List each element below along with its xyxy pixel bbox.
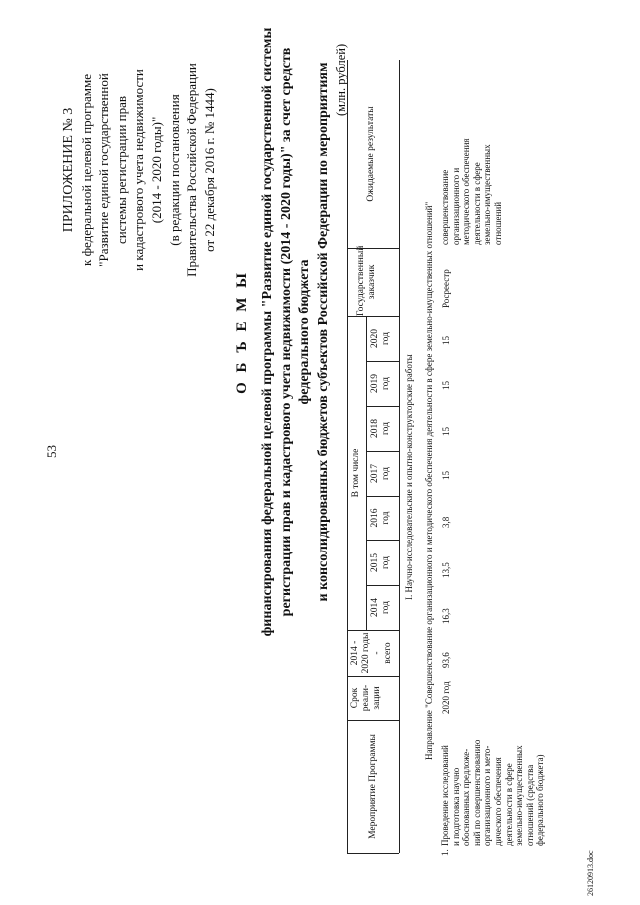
header-year-unit: год	[381, 332, 391, 345]
header-incl: В том числе	[351, 448, 361, 498]
header-year-2016	[370, 496, 392, 540]
row-number: 1.	[440, 849, 450, 856]
document-title	[234, 12, 333, 652]
row-customer: Росреестр	[441, 269, 451, 308]
measure-line: земельно-имущественных	[514, 745, 525, 846]
title-line: финансирования федеральной целевой программы "Развитие единой государственной системы	[260, 27, 275, 637]
title-line: регистрации прав и кадастрового учета недвижимости (2014 - 2020 годы)" за счет средств федерального бюджета	[278, 47, 312, 617]
result-line: отношений	[492, 201, 503, 245]
row-measure	[440, 722, 546, 846]
appendix-block	[60, 20, 218, 320]
measure-line: обоснованных предложе-	[461, 748, 472, 846]
appendix-line: (в редакции постановления	[166, 94, 182, 246]
header-year-2014	[370, 585, 392, 630]
header-customer-line: Государственный	[356, 245, 366, 316]
row-value-2018: 15	[441, 427, 451, 436]
result-line: совершенствование	[440, 169, 450, 245]
header-year: 2014	[370, 598, 380, 617]
header-year: 2018	[370, 419, 380, 438]
measure-line: дического обеспечения	[492, 757, 503, 846]
header-year-2019	[370, 361, 392, 406]
direction-heading: Направление "Совершенствование организационного и методического обеспечения деятельности в сфере земельно-имущественных отношений"	[424, 201, 434, 760]
measure-line: федерального бюджета)	[535, 754, 546, 846]
header-results: Ожидаемые результаты	[366, 106, 376, 202]
header-year: 2016	[370, 508, 380, 528]
row-value-2017: 15	[441, 471, 451, 480]
header-term-line: зации	[372, 686, 382, 710]
row-value-2015: 13,5	[441, 562, 451, 578]
section-heading: I. Научно-исследовательские и опытно-конструкторские работы	[404, 354, 414, 600]
footer-filename: 26120913.doc	[586, 850, 595, 896]
measure-line: ний по совершенствованию	[471, 739, 482, 846]
header-year: 2015	[370, 553, 380, 572]
header-year-unit: год	[381, 511, 391, 525]
title-main: О Б Ъ Е М Ы	[234, 270, 250, 394]
row-value-2014: 16,3	[441, 608, 451, 624]
row-term: 2020 год	[441, 681, 451, 714]
header-customer-line: заказчик	[367, 264, 377, 300]
header-year: 2019	[370, 374, 380, 393]
appendix-line: к федеральной целевой программе	[78, 74, 94, 266]
header-year-2018	[370, 406, 392, 451]
header-term-line: реали-	[361, 684, 371, 712]
appendix-line: "Развитие единой государственной	[96, 73, 112, 267]
header-total-line: 2014 -	[350, 640, 360, 666]
header-total	[350, 630, 394, 676]
header-year-unit: год	[381, 601, 391, 614]
header-year: 2020	[370, 329, 380, 348]
appendix-line: от 22 декабря 2016 г. № 1444)	[201, 88, 217, 252]
header-year-2015	[370, 540, 392, 585]
measure-line: деятельности в сфере	[503, 763, 514, 846]
title-line: и консолидированных бюджетов субъектов Российской Федерации по мероприятиям	[315, 62, 331, 602]
result-line: методического обеспечения	[461, 138, 472, 245]
measure-line: организационного и мето-	[482, 745, 493, 846]
header-total-line: всего	[383, 642, 393, 664]
appendix-line: (2014 - 2020 годы)"	[148, 116, 164, 224]
appendix-line: и кадастрового учета недвижимости	[131, 69, 147, 271]
header-year-unit: год	[381, 377, 391, 390]
header-measure: Мероприятие Программы	[368, 734, 378, 839]
header-year-2020	[370, 316, 392, 361]
units-label: (млн. рублей)	[334, 43, 348, 116]
table-border	[347, 853, 399, 854]
result-line: земельно-имущественных	[482, 144, 493, 245]
result-line: деятельности в сфере	[471, 162, 482, 245]
measure-line: отношений (средства	[524, 764, 535, 846]
row-value-2019: 15	[441, 381, 451, 390]
header-term	[350, 676, 383, 720]
measure-line: и подготовка научно	[450, 767, 461, 846]
header-year-2017	[370, 451, 392, 496]
appendix-line: ПРИЛОЖЕНИЕ № 3	[61, 107, 76, 233]
header-term-line: Срок	[350, 687, 360, 709]
page-number: 53	[44, 445, 59, 458]
row-total: 93,6	[441, 652, 451, 668]
appendix-line: системы регистрации прав	[113, 95, 129, 245]
header-year-unit: год	[381, 422, 391, 435]
table-border	[366, 316, 367, 630]
row-results	[440, 95, 504, 245]
result-line: организационного и	[450, 167, 461, 245]
appendix-line: Правительства Российской Федерации	[184, 63, 200, 277]
header-total-line: 2020 годы -	[361, 632, 382, 674]
header-year-unit: год	[381, 556, 391, 569]
header-year: 2017	[370, 464, 380, 483]
header-customer	[356, 245, 378, 316]
table-border	[399, 60, 400, 853]
table-border	[347, 60, 348, 853]
header-year-unit: год	[381, 467, 391, 480]
row-value-2016: 3,8	[441, 516, 451, 528]
measure-line: Проведение исследований	[440, 745, 450, 846]
row-value-2020: 15	[441, 336, 451, 345]
